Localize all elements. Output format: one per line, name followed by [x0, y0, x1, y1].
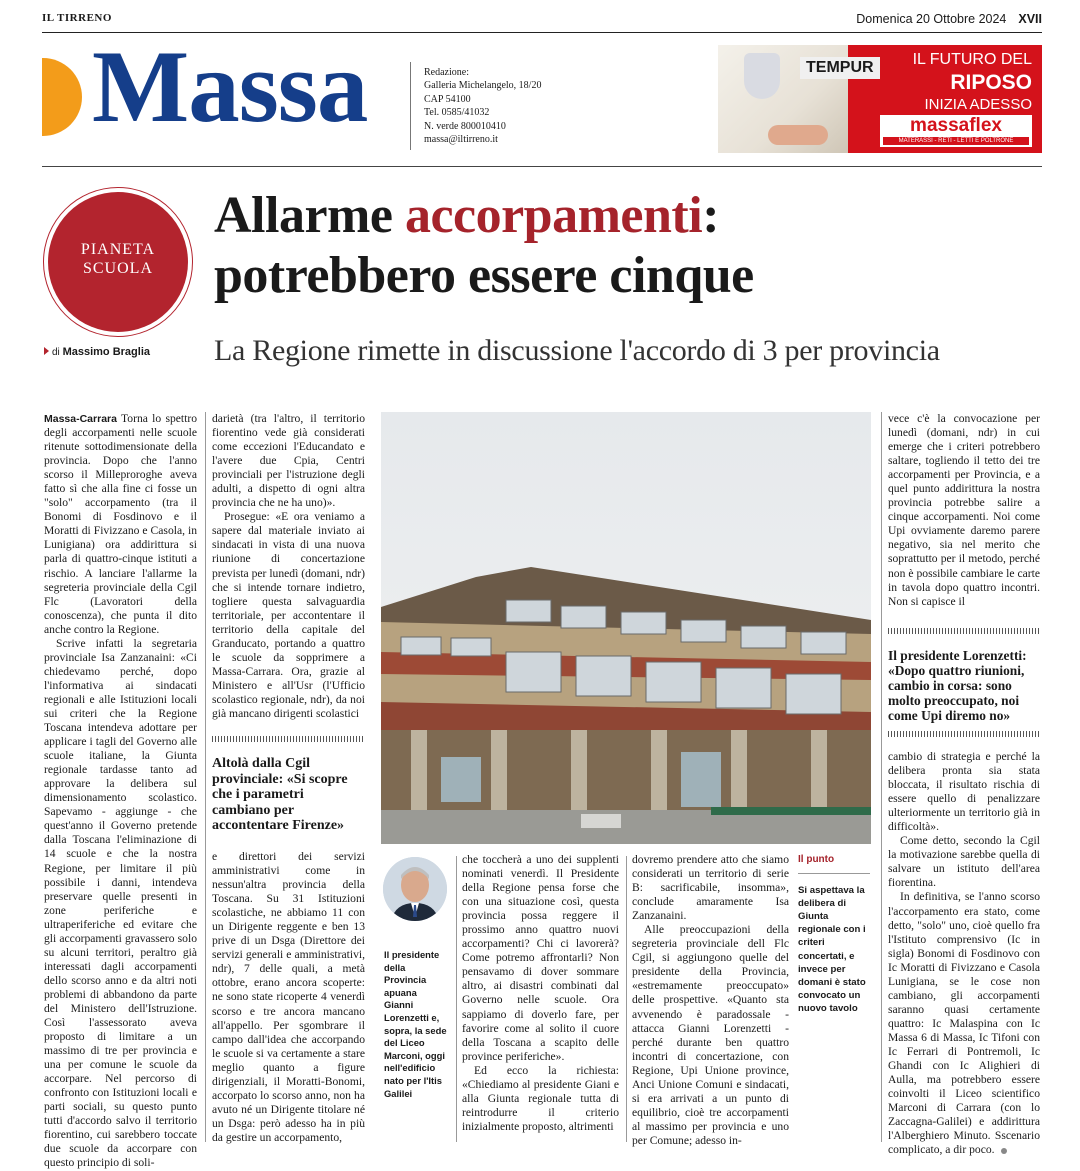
- pullquote-lorenzetti: Il presidente Lorenzetti: «Dopo quattro riunioni, cambio in corsa: sono molto preoccupato, noi come Upi diremo no»: [888, 628, 1040, 737]
- end-of-article-icon: [1001, 1148, 1007, 1154]
- section-logo-icon: [42, 58, 82, 136]
- column-divider: [881, 412, 882, 1142]
- article-column-1: Massa-Carrara Torna lo spettro degli accorpamenti nelle scuole ritenute sottodimensionate della provincia. Dopo che l'anno scorso il Milleproroghe aveva fatto sì che alla fine ci fosse un "solo" accorpamento (tra il Bonomi di Fosdinovo e il Moratti di Fivizzano e Casola, in Lunigiana) ora addirittura si parla di quattro-cinque istituti a rischio. A lanciare l'allarme la segreteria provinciale della Cgil Flc (Lavoratori della conoscenza), che punta il dito anche contro la Regione. Scrive infatti la segretaria provinciale Isa Zanzanaini: «Ci chiedevamo perché, dopo l'informativa ai sindacati regionali e alle Istituzioni locali sui criteri che la Regione Toscana intendeva adottare per applicare i tagli del Governo alle scuole italiane, la Giunta regionale tardasse tanto ad approvare la delibera sul dimensionamento scolastico. Sapevamo - aggiunge - che quest'anno il Governo pretende dalla Toscana l'eliminazione di 14 scuole e che la nostra Regione, per limitare il più possibile i danni, intendeva preservare quelle presenti in zone periferiche e ultraperiferiche ed evitare che gli accorpamenti gravassero solo su alcuni territori, peraltro già interessati dagli accorpamenti dello scorso anno e da altri noti problemi di abbandono da parte del Ministero dell'Istruzione. Così l'assessorato aveva proposto di limitare a un massimo di tre per provincia e una per comune le scuole da accorpare. Nel percorso di confronto con Istituzioni locali e parti sociali, su questo punto tutti d'accordo salvo il territorio fiorentino, cui sarebbero toccate due scuole da accorpare con questo principio di soli-: [44, 412, 197, 1170]
- column-divider: [205, 412, 206, 1142]
- header-rule: [42, 166, 1042, 167]
- il-punto-box: [798, 854, 870, 1016]
- headline: Allarme accorpamenti: potrebbero essere cinque: [214, 187, 754, 304]
- column-divider: [626, 856, 627, 1142]
- byline-arrow-icon: [44, 347, 49, 355]
- byline: di Massimo Braglia: [44, 346, 150, 358]
- school-building-photo: [381, 412, 871, 844]
- ad-line-1: IL FUTURO DEL: [912, 51, 1032, 68]
- photo-caption: Il presidente della Provincia apuana Gianni Lorenzetti e, sopra, la sede del Liceo Marconi, oggi nell'edificio nato per l'Itis Galilei: [384, 949, 447, 1099]
- header-divider: [410, 62, 411, 150]
- issue-date: Domenica 20 Ottobre 2024 XVII: [856, 12, 1042, 26]
- section-badge: PIANETA SCUOLA: [48, 192, 188, 332]
- article-column-4: dovremo prendere atto che siamo considerati un territorio di serie B: sacrificabile, insomma», conclude amaramente Isa Zanzanaini. Alle preoccupazioni della segreteria provinciale dell Flc Cgil, si aggiungono quelle del presidente della Provincia, «estremamente preoccupato» delle prospettive. «Quanto sta avvenendo è paradossale - attacca Gianni Lorenzetti - perché durante ben quattro incontri di concertazione, con Regione, Upi Unione province, Anci Unione Comuni e sindacati, si era arrivati a un punto di equilibrio, cioè tre accorpamenti al massimo per provincia e uno per Comune; adesso in-: [632, 853, 789, 1147]
- pullquote-cgil: Altolà dalla Cgil provinciale: «Si scopre che i parametri cambiano per accontentare Firenze»: [212, 736, 365, 834]
- ad-brand-logo: massaflex MATERASSI - RETI - LETTI E POLTRONE: [880, 115, 1032, 147]
- ad-hand-icon: [768, 125, 828, 145]
- newspaper-logo: IL TIRRENO: [42, 12, 112, 24]
- portrait-photo: [383, 857, 447, 921]
- article-column-2-continued: e direttori dei servizi amministrativi come in nessun'altra provincia della Toscana. Su 31 Istituzioni scolastiche, ne abbiamo 11 con un Dirigente reggente e ben 13 prive di un Dsga (Direttore dei servizi generali e amministrativi, ndr), 7 delle quali, a metà ottobre, erano ancora scoperte: ne sono state ricoperte 4 venerdì scorso e tre ancora mancano all'appello. Per sgombrare il campo dall'idea che accorpando le scuole si va certamente a stare meglio quanto a figure dirigenziali, il Moratti-Bonomi, accorpato lo scorso anno, non ha avuto né un Dirigente titolare né un Dsga: però adesso ha in più da gestire un accorpamento,: [212, 850, 365, 1144]
- article-column-5-continued: cambio di strategia e perché la delibera pronta sia stata bloccata, il risultato rischia di essere quello di penalizzare ulteriormente un territorio già in difficoltà». Come detto, secondo la Cgil la motivazione sarebbe quella di salvare un istituto dell'area fiorentina. In definitiva, se l'anno scorso l'accorpamento era stato, come detto, "solo" uno, cioè quello fra l'Istituto comprensivo (Ic in sigla) Bonomi di Fosdinovo con Ic Moratti di Fivizzano e Casola Lunigiana, se le cose non cambiano, gli accorpamenti saranno quasi certamente quattro: Ic Malaspina con Ic Massa 6 di Massa, Ic Tifoni con Ic Ferrari di Pontremoli, Ic Ghandi con Ic Alighieri di Aulla, ma potrebbero essere coinvolti il Liceo scientifico Marconi di Carrara (con lo Zaccagna-Galilei) e addirittura l'Alberghiero Minuto. Sscenario complicato, a dir poco.: [888, 750, 1040, 1157]
- ad-foot-icon: [744, 53, 780, 99]
- article-column-3: che toccherà a uno dei supplenti nominati venerdì. Il Presidente della Regione pensa forse che con una situazione così, questa provincia possa reggere il prossimo anno quattro nuovi accorpamenti? Chi ci lavorerà? Come potremo affrontarli? Non pensavamo di dover sommare altro, ai disastri combinati dal Governo nelle scuole. Ora sappiamo di doverlo fare, per favorire come al solito il cuore della Toscana a scapito delle province periferiche». Ed ecco la richiesta: «Chiediamo al presidente Giani e alla Giunta regionale tutta di reintrodurre il criterio inizialmente proposto, altrimenti: [462, 853, 619, 1133]
- redazione-info: Redazione: Galleria Michelangelo, 18/20 CAP 54100 Tel. 0585/41032 N. verde 800010410 massa@iltirreno.it: [424, 67, 542, 146]
- advertisement[interactable]: [718, 45, 1042, 153]
- article-column-5: vece c'è la convocazione per lunedì (domani, ndr) in cui emerge che i criteri potrebbero saltare, togliendo il tetto dei tre accorpamenti per Provincia, e a quel punto addirittura la nostra provincia potrebbe salire a cinque accorpamenti. Noi come Upi ovviamente daremo parere negativo, sia nel merito che soprattutto per il metodo, perché non è possibile cambiare le carte in tavola dopo quattro incontri. Non si capisce il: [888, 412, 1040, 608]
- column-divider: [456, 856, 457, 1142]
- section-title: Massa: [92, 30, 368, 144]
- ad-line-3: INIZIA ADESSO: [924, 96, 1032, 113]
- subheadline: La Regione rimette in discussione l'accordo di 3 per provincia: [214, 334, 940, 367]
- il-punto-label: Il punto: [798, 854, 870, 874]
- ad-line-2: RIPOSO: [950, 71, 1032, 94]
- il-punto-text: Si aspettava la delibera di Giunta regionale con i criteri concertati, e invece per domani è stato convocato un nuovo tavolo: [798, 884, 866, 1015]
- ad-tempur-logo: TEMPUR: [800, 57, 880, 79]
- page-number: XVII: [1018, 12, 1042, 26]
- article-column-2: darietà (tra l'altro, il territorio fiorentino vede già considerati come eccezioni l'Educandato e l'avere due Cpia, Centri provinciali per l'istruzione degli adulti, a dispetto di ogni altra provincia che ne ha uno)». Prosegue: «E ora veniamo a sapere dal materiale inviato ai sindacati in vista di una nuova riunione di concertazione prevista per lunedì (domani, ndr) che si intende tornare indietro, togliere questa salvaguardia territoriale, per accontentare il territorio della capitale del Granducato, portando a quattro le scuole da sopprimere a Massa-Carrara. Ora, grazie al Ministero e all'Usr (l'Ufficio scolastico regionale, ndr), da noi già mancano dirigenti scolastici: [212, 412, 365, 720]
